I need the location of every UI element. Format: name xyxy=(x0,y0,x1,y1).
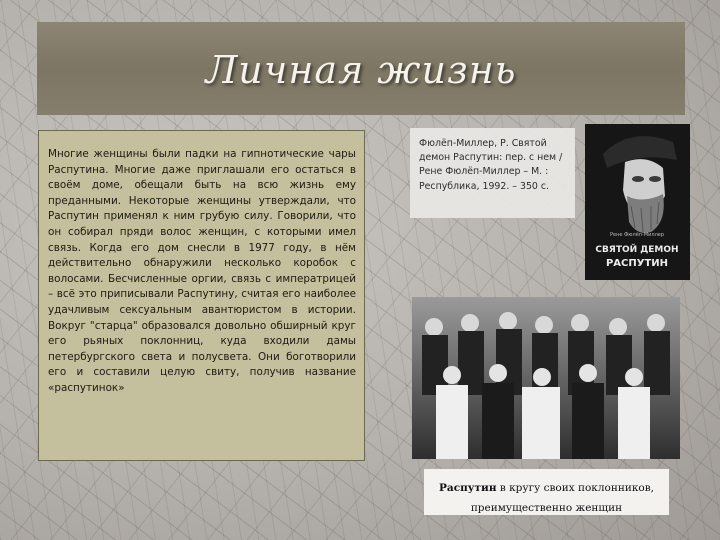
book-cover-image xyxy=(585,124,690,280)
group-photo xyxy=(412,297,680,459)
main-text: Многие женщины были падки на гипнотические чары Распутина. Многие даже приглашали его остаться в своём доме, обещали быть на всю жизнь ему преданными. Некоторые женщины утверждали, что Распутин применял к ним грубую силу. Говорили, что он собирал пряди волос женщин, с которыми имел связь. Когда его дом снесли в 1977 году, в нём действительно обнаружили несколько коробок с волосами. Бесчисленные оргии, связь с императрицей – всё это приписывали Распутину, считая его наиболее удачливым сексуальным авантюристом в истории. Вокруг "старца" образовался довольно обширный круг его рьяных поклонниц, куда входили дамы петербургского света и полусвета. Они боготворили его и составили целую свиту, получив название «распутинок» xyxy=(48,148,356,394)
caption-bold: Распутин xyxy=(439,482,497,494)
title-band xyxy=(37,22,685,115)
bibliography-text: Фюлёп-Миллер, Р. Святой демон Распутин: пер. с нем / Рене Фюлёп-Миллер – М. : Республика, 1992. – 350 с. xyxy=(419,138,563,192)
photo-caption xyxy=(424,469,669,515)
slide-title: Личная жизнь xyxy=(205,48,517,92)
main-text-box xyxy=(38,130,365,461)
book-cover-title-line1: СВЯТОЙ ДЕМОН xyxy=(595,245,679,255)
book-cover-author: Рене Фюлёп-Миллер xyxy=(609,232,665,238)
book-cover-portrait xyxy=(585,124,690,280)
bibliography-box xyxy=(410,128,575,218)
book-cover-title-line2: РАСПУТИН xyxy=(605,258,669,269)
caption-rest: в кругу своих поклонников, преимущественно женщин xyxy=(470,482,654,514)
group-photo-drawing xyxy=(412,297,680,459)
